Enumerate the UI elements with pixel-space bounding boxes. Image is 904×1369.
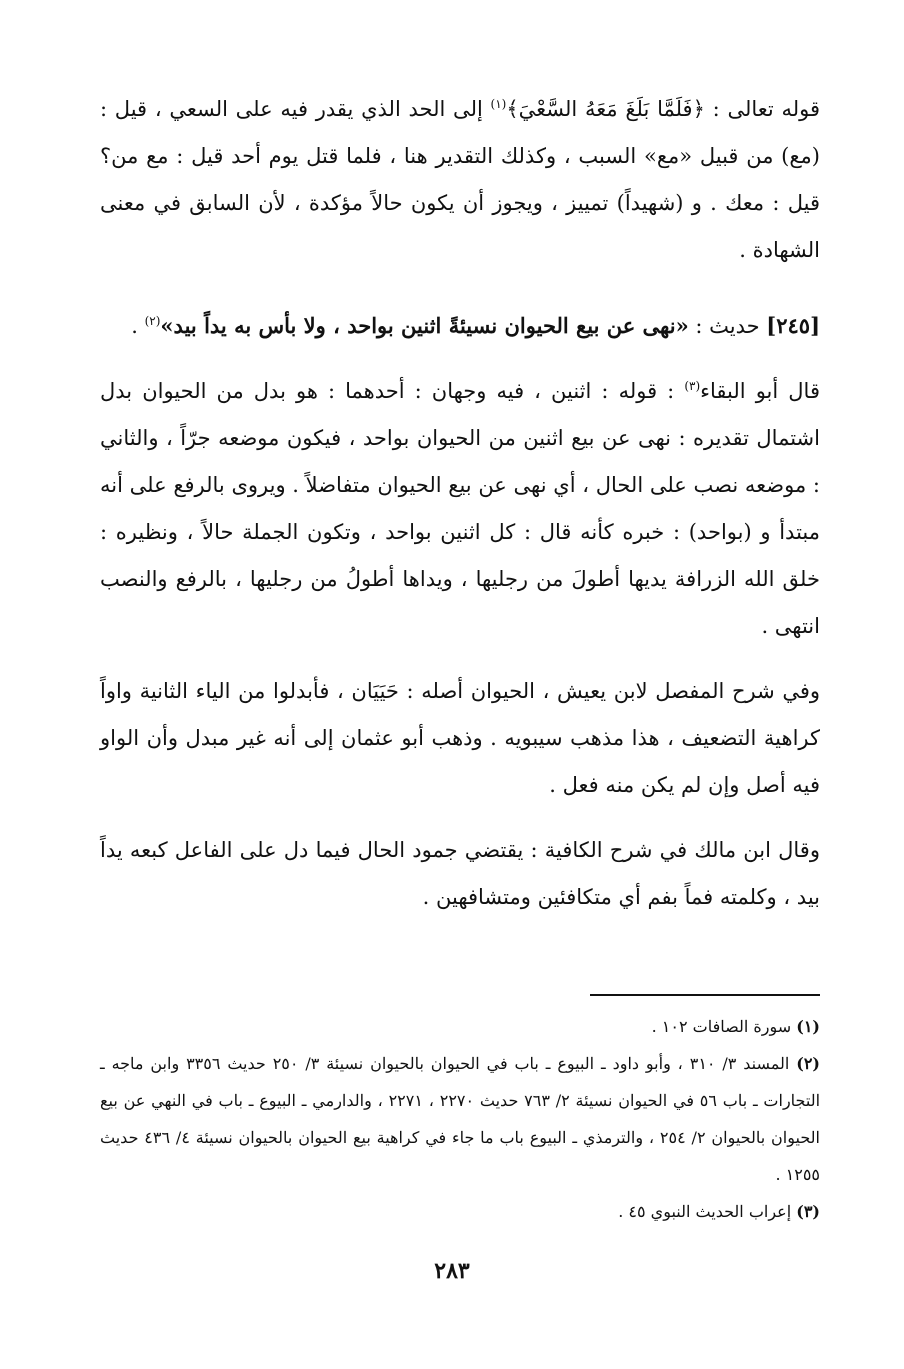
paragraph-ibn-yaish: وفي شرح المفصل لابن يعيش ، الحيوان أصله : حَيَيَان ، فأبدلوا من الياء الثانية واواً كراهية التضعيف ، هذا مذهب سيبويه . وذهب أبو عثمان إلى أنه غير مبدل وأن الواو فيه أصل وإن لم يكن منه فعل . — [100, 679, 820, 797]
footnotes — [100, 1008, 820, 1230]
footnote-number: (٣) — [796, 1202, 820, 1221]
footnote-text: سورة الصافات ١٠٢ . — [651, 1017, 797, 1036]
footnote-1 — [100, 1008, 820, 1045]
footnote-ref-3[interactable]: (٣) — [684, 379, 701, 393]
paragraph-ibn-malik: وقال ابن مالك في شرح الكافية : يقتضي جمود الحال فيما دل على الفاعل كبعه يداً بيد ، وكلمته فماً بفم أي متكافئين ومتشافهين . — [100, 838, 820, 909]
page-number: ٢٨٣ — [434, 1258, 470, 1284]
quran-intro: قوله تعالى : — [704, 97, 820, 121]
footnote-2 — [100, 1045, 820, 1193]
hadith-text: «نهى عن بيع الحيوان نسيئةً اثنين بواحد ، ولا بأس به يداً بيد» — [160, 313, 689, 338]
paragraph-quran-commentary — [100, 86, 820, 274]
footnote-ref-2[interactable]: (٢) — [144, 314, 161, 328]
paragraph-abu-albaqa — [100, 368, 820, 650]
paragraph-hadith — [100, 302, 820, 350]
abu-albaqa-text: : قوله : اثنين ، فيه وجهان : أحدهما : هو بدل من الحيوان بدل اشتمال تقديره : نهى عن بيع اثنين من الحيوان بواحد ، فيكون موضعه جرّاً ، والثاني : موضعه نصب على الحال ، أي نهى عن بيع الحيوان متفاضلاً . ويروى بالرفع على أنه مبتدأ و (بواحد) : خبره كأنه قال : كل اثنين بواحد ، وتكون الجملة حالاً ، ونظيره : خلق الله الزرافة يديها أطولَ من رجليها ، ويداها أطولُ من رجليها ، بالرفع والنصب انتهى . — [100, 379, 820, 638]
page-body — [100, 86, 820, 921]
hadith-end: . — [131, 314, 145, 338]
quran-commentary-text: إلى الحد الذي يقدر فيه على السعي ، قيل : (مع) من قبيل «مع» السبب ، وكذلك التقدير هنا ، فلما قتل يوم أحد قيل : مع من؟ قيل : معك . و (شهيداً) تمييز ، ويجوز أن يكون حالاً مؤكدة ، لأن السابق في معنى الشهادة . — [100, 97, 820, 262]
footnote-text: إعراب الحديث النبوي ٤٥ . — [618, 1202, 797, 1221]
hadith-number: [٢٤٥] — [766, 313, 820, 338]
abu-albaqa-intro: قال أبو البقاء — [700, 379, 820, 403]
hadith-intro: حديث : — [688, 314, 767, 338]
footnote-divider — [590, 994, 820, 996]
footnote-ref-1[interactable]: (١) — [490, 97, 507, 111]
footnote-3 — [100, 1193, 820, 1230]
footnote-number: (٢) — [796, 1054, 820, 1073]
footnote-text: المسند ٣/ ٣١٠ ، وأبو داود ـ البيوع ـ باب في الحيوان بالحيوان نسيئة ٣/ ٢٥٠ حديث ٣٣٥٦ وابن ماجه ـ التجارات ـ باب ٥٦ في الحيوان نسيئة ٢/ ٧٦٣ حديث ٢٢٧٠ ، ٢٢٧١ ، والدارمي ـ البيوع ـ باب في النهي عن بيع الحيوان بالحيوان ٢/ ٢٥٤ ، والترمذي ـ البيوع باب ما جاء في كراهية بيع الحيوان بالحيوان نسيئة ٤/ ٤٣٦ حديث ١٢٥٥ . — [100, 1054, 821, 1184]
quran-verse: ﴿فَلَمَّا بَلَغَ مَعَهُ السَّعْيَ﴾ — [506, 97, 705, 121]
footnote-number: (١) — [796, 1017, 820, 1036]
